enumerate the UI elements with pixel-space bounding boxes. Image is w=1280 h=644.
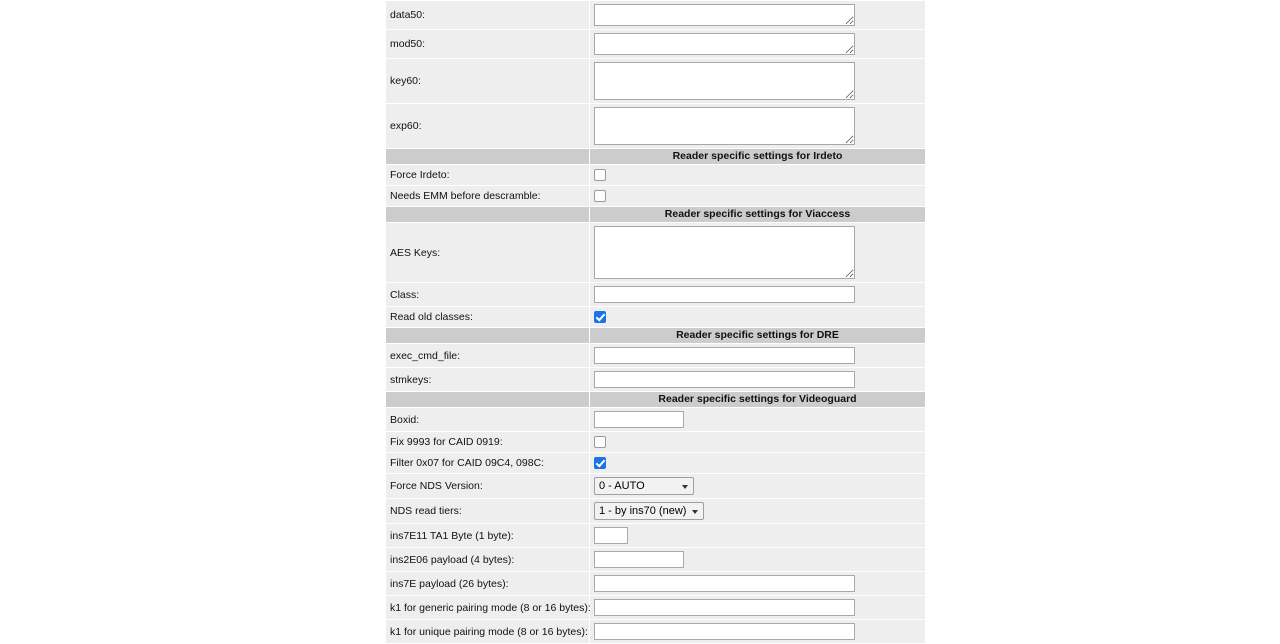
section-header-irdeto — [386, 149, 925, 165]
field-label-k1-unique-pairing: k1 for unique pairing mode (8 or 16 bytes): — [386, 620, 590, 644]
table-row — [386, 1, 925, 30]
aes-keys-textarea[interactable] — [594, 226, 855, 279]
field-label-fix-9993: Fix 9993 for CAID 0919: — [386, 432, 590, 453]
field-label-exp60: exp60: — [386, 104, 590, 149]
k1-unique-pairing-input[interactable] — [594, 623, 855, 640]
table-row — [386, 30, 925, 59]
table-row — [386, 223, 925, 283]
reader-settings-form — [386, 0, 916, 644]
section-header-videoguard — [386, 392, 925, 408]
table-row — [386, 59, 925, 104]
field-label-needs-emm-before: Needs EMM before descramble: — [386, 186, 590, 207]
section-header-label: Reader specific settings for DRE — [590, 328, 926, 344]
table-row — [386, 453, 925, 474]
needs-emm-before-checkbox[interactable] — [594, 190, 606, 202]
field-label-key60: key60: — [386, 59, 590, 104]
force-irdeto-checkbox[interactable] — [594, 169, 606, 181]
ins7e-payload-input[interactable] — [594, 575, 855, 592]
field-label-class: Class: — [386, 283, 590, 307]
fix-9993-checkbox[interactable] — [594, 436, 606, 448]
field-control-cell — [590, 223, 926, 283]
field-control-cell — [590, 104, 926, 149]
field-label-k1-generic-pairing: k1 for generic pairing mode (8 or 16 bytes): — [386, 596, 590, 620]
table-row — [386, 572, 925, 596]
field-control-cell — [590, 572, 926, 596]
data50-textarea[interactable] — [594, 4, 855, 26]
field-control-cell — [590, 283, 926, 307]
table-row — [386, 596, 925, 620]
table-row — [386, 368, 925, 392]
section-header-label: Reader specific settings for Viaccess — [590, 207, 926, 223]
exp60-textarea[interactable] — [594, 107, 855, 145]
field-label-nds-read-tiers: NDS read tiers: — [386, 499, 590, 524]
section-header-label: Reader specific settings for Irdeto — [590, 149, 926, 165]
section-header-spacer — [386, 328, 590, 344]
table-row — [386, 186, 925, 207]
field-label-ins7e-payload: ins7E payload (26 bytes): — [386, 572, 590, 596]
field-control-cell — [590, 548, 926, 572]
nds-read-tiers-select[interactable]: 1 - by ins70 (new) — [594, 502, 704, 520]
field-control-cell — [590, 186, 926, 207]
field-label-ins2e06-payload: ins2E06 payload (4 bytes): — [386, 548, 590, 572]
field-control-cell — [590, 368, 926, 392]
field-label-boxid: Boxid: — [386, 408, 590, 432]
field-control-cell — [590, 474, 926, 499]
section-header-viaccess — [386, 207, 925, 223]
ins2e06-payload-input[interactable] — [594, 551, 684, 568]
section-header-label: Reader specific settings for Videoguard — [590, 392, 926, 408]
class-input[interactable] — [594, 286, 855, 303]
field-label-stmkeys: stmkeys: — [386, 368, 590, 392]
read-old-classes-checkbox[interactable] — [594, 311, 606, 323]
table-row — [386, 307, 925, 328]
field-control-cell — [590, 59, 926, 104]
k1-generic-pairing-input[interactable] — [594, 599, 855, 616]
field-control-cell — [590, 524, 926, 548]
exec-cmd-file-input[interactable] — [594, 347, 855, 364]
field-label-aes-keys: AES Keys: — [386, 223, 590, 283]
table-row — [386, 620, 925, 644]
field-control-cell — [590, 165, 926, 186]
field-label-ins7e11-ta1-byte: ins7E11 TA1 Byte (1 byte): — [386, 524, 590, 548]
field-label-force-nds-version: Force NDS Version: — [386, 474, 590, 499]
section-header-spacer — [386, 207, 590, 223]
field-label-exec-cmd-file: exec_cmd_file: — [386, 344, 590, 368]
field-control-cell — [590, 453, 926, 474]
boxid-input[interactable] — [594, 411, 684, 428]
key60-textarea[interactable] — [594, 62, 855, 100]
section-header-spacer — [386, 149, 590, 165]
field-control-cell — [590, 344, 926, 368]
field-control-cell — [590, 620, 926, 644]
field-control-cell — [590, 30, 926, 59]
section-header-dre — [386, 328, 925, 344]
table-row — [386, 283, 925, 307]
force-nds-version-select[interactable]: 0 - AUTO — [594, 477, 694, 495]
filter-0x07-checkbox[interactable] — [594, 457, 606, 469]
field-control-cell — [590, 596, 926, 620]
table-row — [386, 432, 925, 453]
table-row — [386, 344, 925, 368]
ins7e11-ta1-byte-input[interactable] — [594, 527, 628, 544]
table-row — [386, 165, 925, 186]
table-row — [386, 524, 925, 548]
section-header-spacer — [386, 392, 590, 408]
field-label-read-old-classes: Read old classes: — [386, 307, 590, 328]
table-row — [386, 548, 925, 572]
field-control-cell — [590, 408, 926, 432]
table-row — [386, 408, 925, 432]
field-label-force-irdeto: Force Irdeto: — [386, 165, 590, 186]
field-control-cell — [590, 499, 926, 524]
stmkeys-input[interactable] — [594, 371, 855, 388]
field-label-filter-0x07: Filter 0x07 for CAID 09C4, 098C: — [386, 453, 590, 474]
table-row — [386, 474, 925, 499]
reader-settings-table — [386, 0, 925, 644]
field-label-mod50: mod50: — [386, 30, 590, 59]
mod50-textarea[interactable] — [594, 33, 855, 55]
table-row — [386, 104, 925, 149]
field-control-cell — [590, 307, 926, 328]
field-control-cell — [590, 432, 926, 453]
field-control-cell — [590, 1, 926, 30]
table-row — [386, 499, 925, 524]
field-label-data50: data50: — [386, 1, 590, 30]
